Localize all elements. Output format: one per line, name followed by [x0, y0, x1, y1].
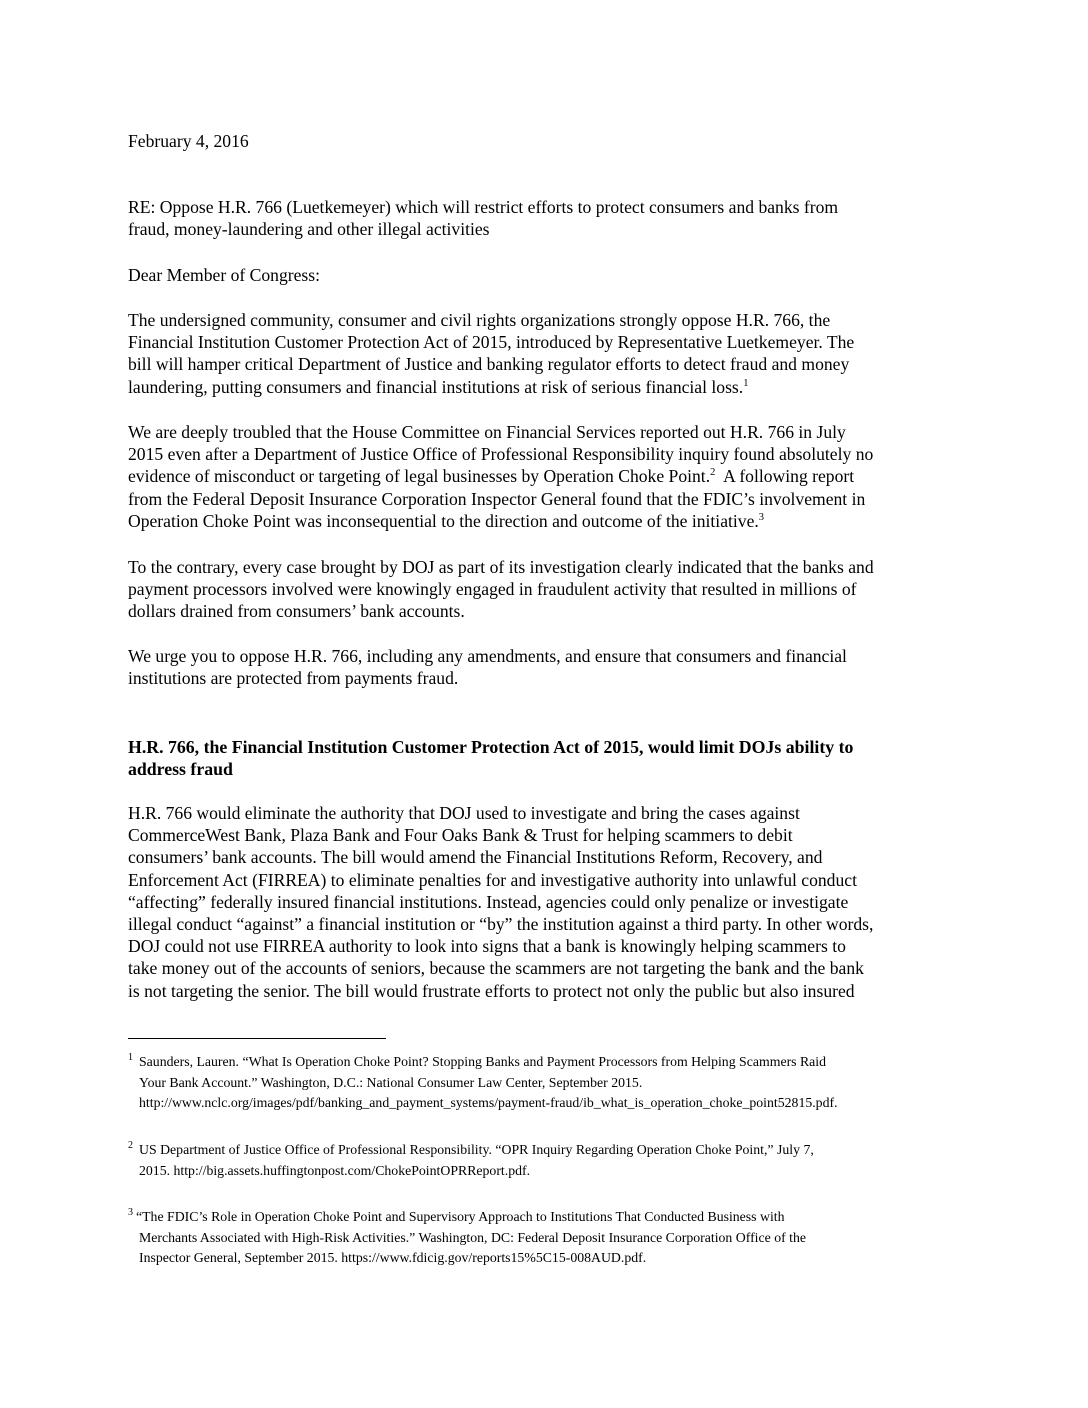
section-heading — [128, 736, 968, 780]
letter-date: February 4, 2016 — [128, 131, 249, 151]
footnote-mark: 2 — [128, 1140, 133, 1151]
footnote-line: Merchants Associated with High-Risk Activities.” Washington, DC: Federal Deposit Insurance Corporation Office of the — [139, 1229, 807, 1245]
paragraph-line: payment processors involved were knowingly engaged in fraudulent activity that resulted in millions of — [128, 579, 857, 600]
footnote-ref: 3 — [758, 511, 765, 523]
footnote-link[interactable]: http://www.nclc.org/images/pdf/banking_and_payment_systems/payment-fraud/ib_what_is_operation_choke_point52815.pdf. — [139, 1095, 838, 1110]
footnote-line — [128, 1207, 968, 1228]
line-text: Saunders, Lauren. “What Is Operation Choke Point? Stopping Banks and Payment Processors from Helping Scammers Raid — [139, 1054, 827, 1069]
footnote-2 — [128, 1140, 968, 1181]
paragraph-troubled — [128, 421, 968, 532]
footnote-separator — [128, 1038, 386, 1039]
paragraph-line: bill will hamper critical Department of Justice and banking regulator efforts to detect fraud and money — [128, 354, 850, 375]
paragraph-line: CommerceWest Bank, Plaza Bank and Four Oaks Bank & Trust for helping scammers to debit — [128, 825, 793, 846]
paragraph-line — [128, 510, 968, 532]
re-line: fraud, money-laundering and other illegal activities — [128, 219, 490, 240]
footnote-ref: 1 — [743, 377, 749, 389]
footnote-mark: 3 — [128, 1207, 133, 1218]
paragraph-line: We urge you to oppose H.R. 766, including any amendments, and ensure that consumers and financial — [128, 646, 847, 666]
footnote-line — [128, 1052, 968, 1073]
footnote-3 — [128, 1207, 968, 1269]
footnote-ref: 2 — [710, 467, 716, 479]
paragraph-line: take money out of the accounts of seniors, because the scammers are not targeting the bank and the bank — [128, 958, 864, 979]
line-text: A following report — [715, 466, 855, 487]
paragraph-line: institutions are protected from payments fraud. — [128, 668, 459, 689]
line-text: “The FDIC’s Role in Operation Choke Point and Supervisory Approach to Institutions That Conducted Business with — [136, 1209, 785, 1224]
paragraph-line: Enforcement Act (FIRREA) to eliminate penalties for and investigative authority into unlawful conduct — [128, 869, 857, 890]
heading-line: H.R. 766, the Financial Institution Customer Protection Act of 2015, would limit DOJs ability to — [128, 737, 854, 757]
footnote-line: Your Bank Account.” Washington, D.C.: National Consumer Law Center, September 2015. — [139, 1074, 643, 1090]
footnote-mark: 1 — [128, 1052, 133, 1063]
paragraph-line: H.R. 766 would eliminate the authority that DOJ used to investigate and bring the cases against — [128, 803, 800, 823]
paragraph-line: 2015 even after a Department of Justice Office of Professional Responsibility inquiry found absolutely no — [128, 444, 874, 465]
re-line: RE: Oppose H.R. 766 (Luetkemeyer) which will restrict efforts to protect consumers and banks from — [128, 197, 839, 217]
footnote-line — [128, 1140, 968, 1161]
paragraph-line: dollars drained from consumers’ bank accounts. — [128, 601, 465, 622]
heading-line: address fraud — [128, 759, 233, 780]
paragraph-line: DOJ could not use FIRREA authority to look into signs that a bank is knowingly helping scammers to — [128, 936, 846, 957]
paragraph-line: Financial Institution Customer Protection Act of 2015, introduced by Representative Luetkemeyer. The — [128, 332, 855, 353]
line-text: US Department of Justice Office of Professional Responsibility. “OPR Inquiry Regarding Operation Choke Point,” July 7, — [139, 1142, 814, 1157]
paragraph-line: is not targeting the senior. The bill would frustrate efforts to protect not only the public but also insured — [128, 980, 855, 1001]
footnote-link[interactable]: Inspector General, September 2015. https://www.fdicig.gov/reports15%5C15-008AUD.pdf. — [139, 1250, 647, 1265]
paragraph-intro — [128, 309, 968, 398]
footnote-1 — [128, 1052, 968, 1114]
paragraph-line: from the Federal Deposit Insurance Corporation Inspector General found that the FDIC’s involvement in — [128, 488, 866, 509]
footnote-link[interactable]: 2015. http://big.assets.huffingtonpost.com/ChokePointOPRReport.pdf. — [139, 1162, 531, 1178]
paragraph-line: consumers’ bank accounts. The bill would amend the Financial Institutions Reform, Recovery, and — [128, 847, 823, 868]
paragraph-firrea — [128, 802, 968, 1002]
re-subject-line — [128, 196, 968, 240]
paragraph-line: We are deeply troubled that the House Committee on Financial Services reported out H.R. 766 in July — [128, 422, 846, 442]
line-text: evidence of misconduct or targeting of legal businesses by Operation Choke Point. — [128, 466, 711, 487]
paragraph-contrary — [128, 556, 968, 623]
paragraph-line — [128, 376, 968, 398]
salutation: Dear Member of Congress: — [128, 265, 321, 285]
line-text: laundering, putting consumers and financial institutions at risk of serious financial loss. — [128, 376, 744, 397]
line-text: Operation Choke Point was inconsequential to the direction and outcome of the initiative. — [128, 510, 759, 531]
paragraph-line: To the contrary, every case brought by DOJ as part of its investigation clearly indicated that the banks and — [128, 557, 874, 577]
paragraph-line: The undersigned community, consumer and civil rights organizations strongly oppose H.R. 766, the — [128, 310, 831, 330]
paragraph-line — [128, 465, 968, 487]
paragraph-urge — [128, 645, 968, 689]
paragraph-line: “affecting” federally insured financial institutions. Instead, agencies could only penalize or investigate — [128, 891, 849, 912]
paragraph-line: illegal conduct “against” a financial institution or “by” the institution against a third party. In other words, — [128, 914, 874, 935]
